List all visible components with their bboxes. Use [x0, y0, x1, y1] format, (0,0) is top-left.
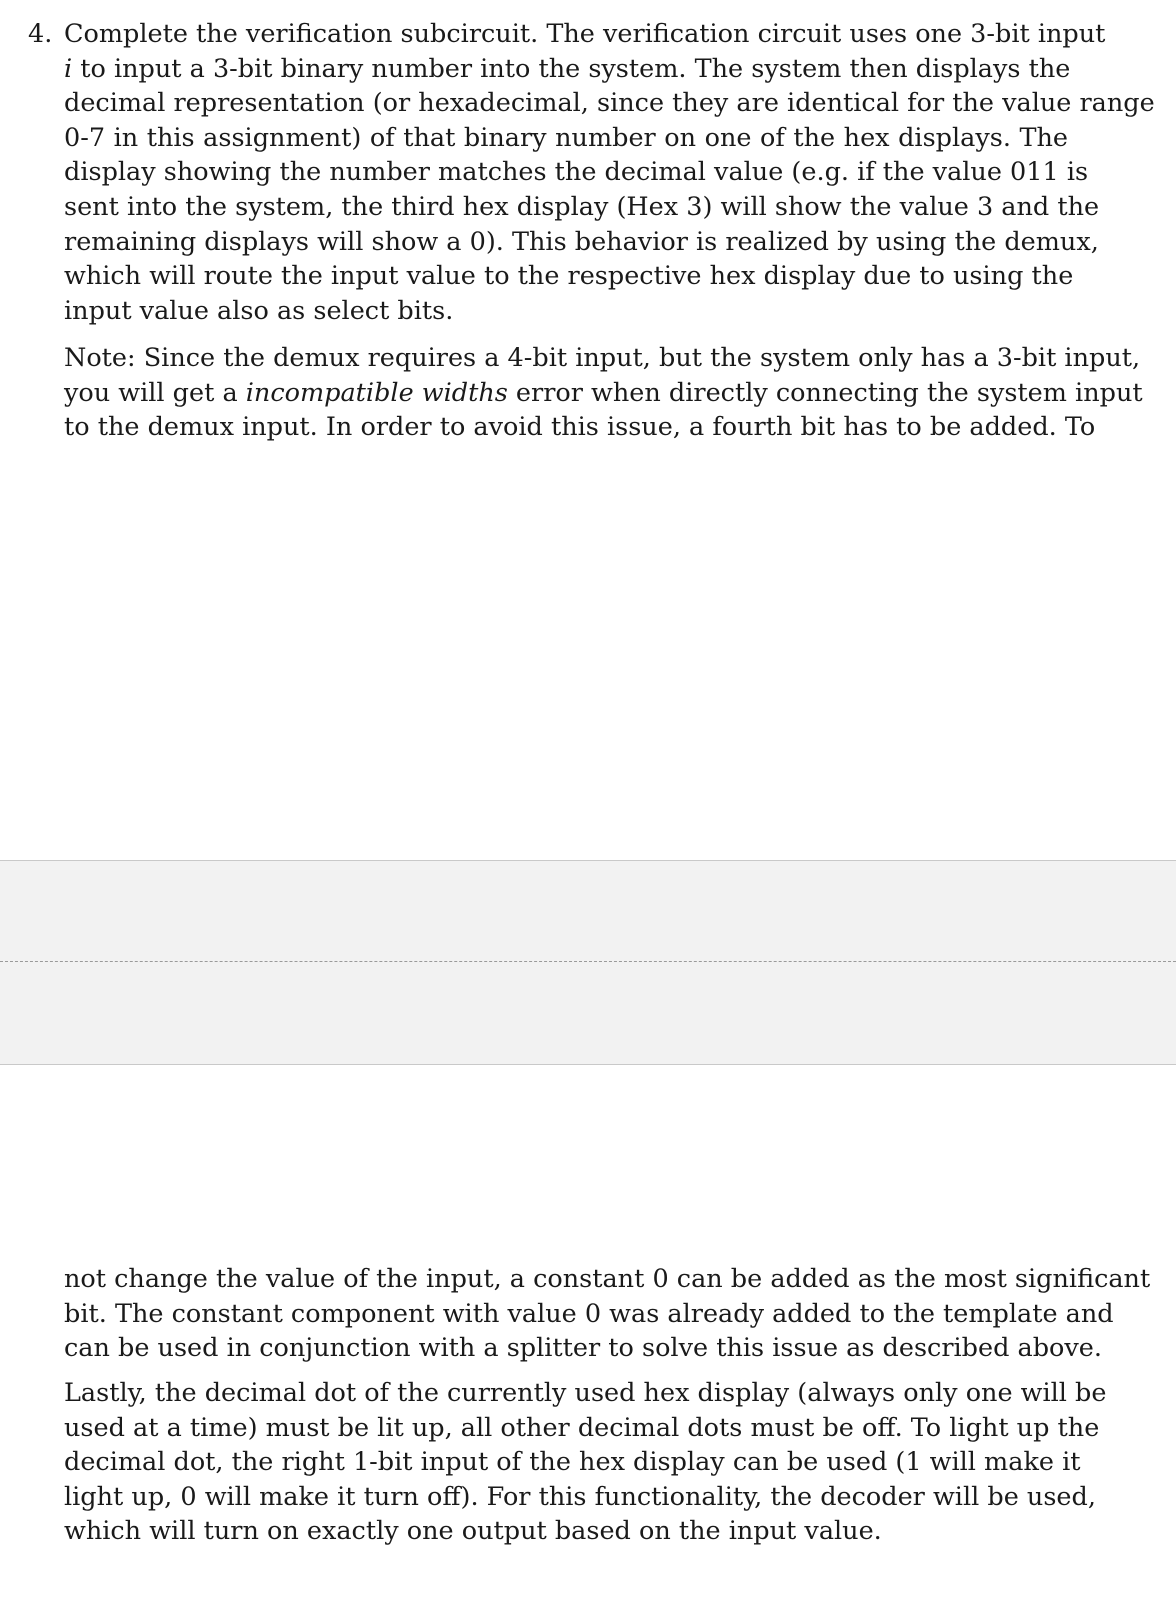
- text-line: to the demux input. In order to avoid this issue, a fourth bit has to be added. To: [64, 412, 1096, 443]
- text-line: remaining displays will show a 0). This behavior is realized by using the demux,: [64, 226, 1099, 257]
- paragraph-continuation: [64, 1262, 1151, 1366]
- text-line: [64, 52, 1071, 87]
- page-break-separator: [0, 860, 1176, 1065]
- text-line: display showing the number matches the decimal value (e.g. if the value 011 is: [64, 157, 1089, 188]
- text-line: Lastly, the decimal dot of the currently used hex display (always only one will be: [64, 1378, 1107, 1408]
- text-fragment: error when directly connecting the system input: [507, 377, 1143, 408]
- text-line: input value also as select bits.: [64, 295, 454, 326]
- text-line: used at a time) must be lit up, all other decimal dots must be off. To light up the: [64, 1412, 1100, 1443]
- paragraph-note: [64, 341, 1143, 445]
- variable-i: i: [64, 53, 73, 84]
- text-line: Note: Since the demux requires a 4-bit input, but the system only has a 3-bit input,: [64, 343, 1141, 373]
- text-line: decimal representation (or hexadecimal, since they are identical for the value range: [64, 88, 1155, 119]
- paragraph-intro: [64, 17, 1155, 328]
- text-fragment: to input a 3-bit binary number into the system. The system then displays the: [72, 53, 1071, 84]
- paragraph-decimal-dot: [64, 1376, 1107, 1549]
- item-number: 4.: [28, 19, 53, 49]
- text-line: light up, 0 will make it turn off). For this functionality, the decoder will be used,: [64, 1481, 1096, 1512]
- text-line: which will route the input value to the respective hex display due to using the: [64, 261, 1074, 292]
- text-line: sent into the system, the third hex display (Hex 3) will show the value 3 and the: [64, 191, 1100, 222]
- text-fragment: you will get a: [64, 377, 246, 408]
- page-break-dashed-line: [0, 961, 1176, 962]
- text-line: Complete the verification subcircuit. The verification circuit uses one 3-bit input: [64, 19, 1106, 49]
- text-line: decimal dot, the right 1-bit input of the hex display can be used (1 will make it: [64, 1447, 1081, 1478]
- text-line: which will turn on exactly one output based on the input value.: [64, 1516, 882, 1547]
- text-line: not change the value of the input, a constant 0 can be added as the most significant: [64, 1264, 1151, 1294]
- emphasis-term: incompatible widths: [245, 377, 508, 408]
- text-line: 0-7 in this assignment) of that binary number on one of the hex displays. The: [64, 122, 1068, 153]
- text-line: [64, 376, 1143, 411]
- text-line: can be used in conjunction with a splitter to solve this issue as described above.: [64, 1333, 1103, 1364]
- text-line: bit. The constant component with value 0 was already added to the template and: [64, 1298, 1114, 1329]
